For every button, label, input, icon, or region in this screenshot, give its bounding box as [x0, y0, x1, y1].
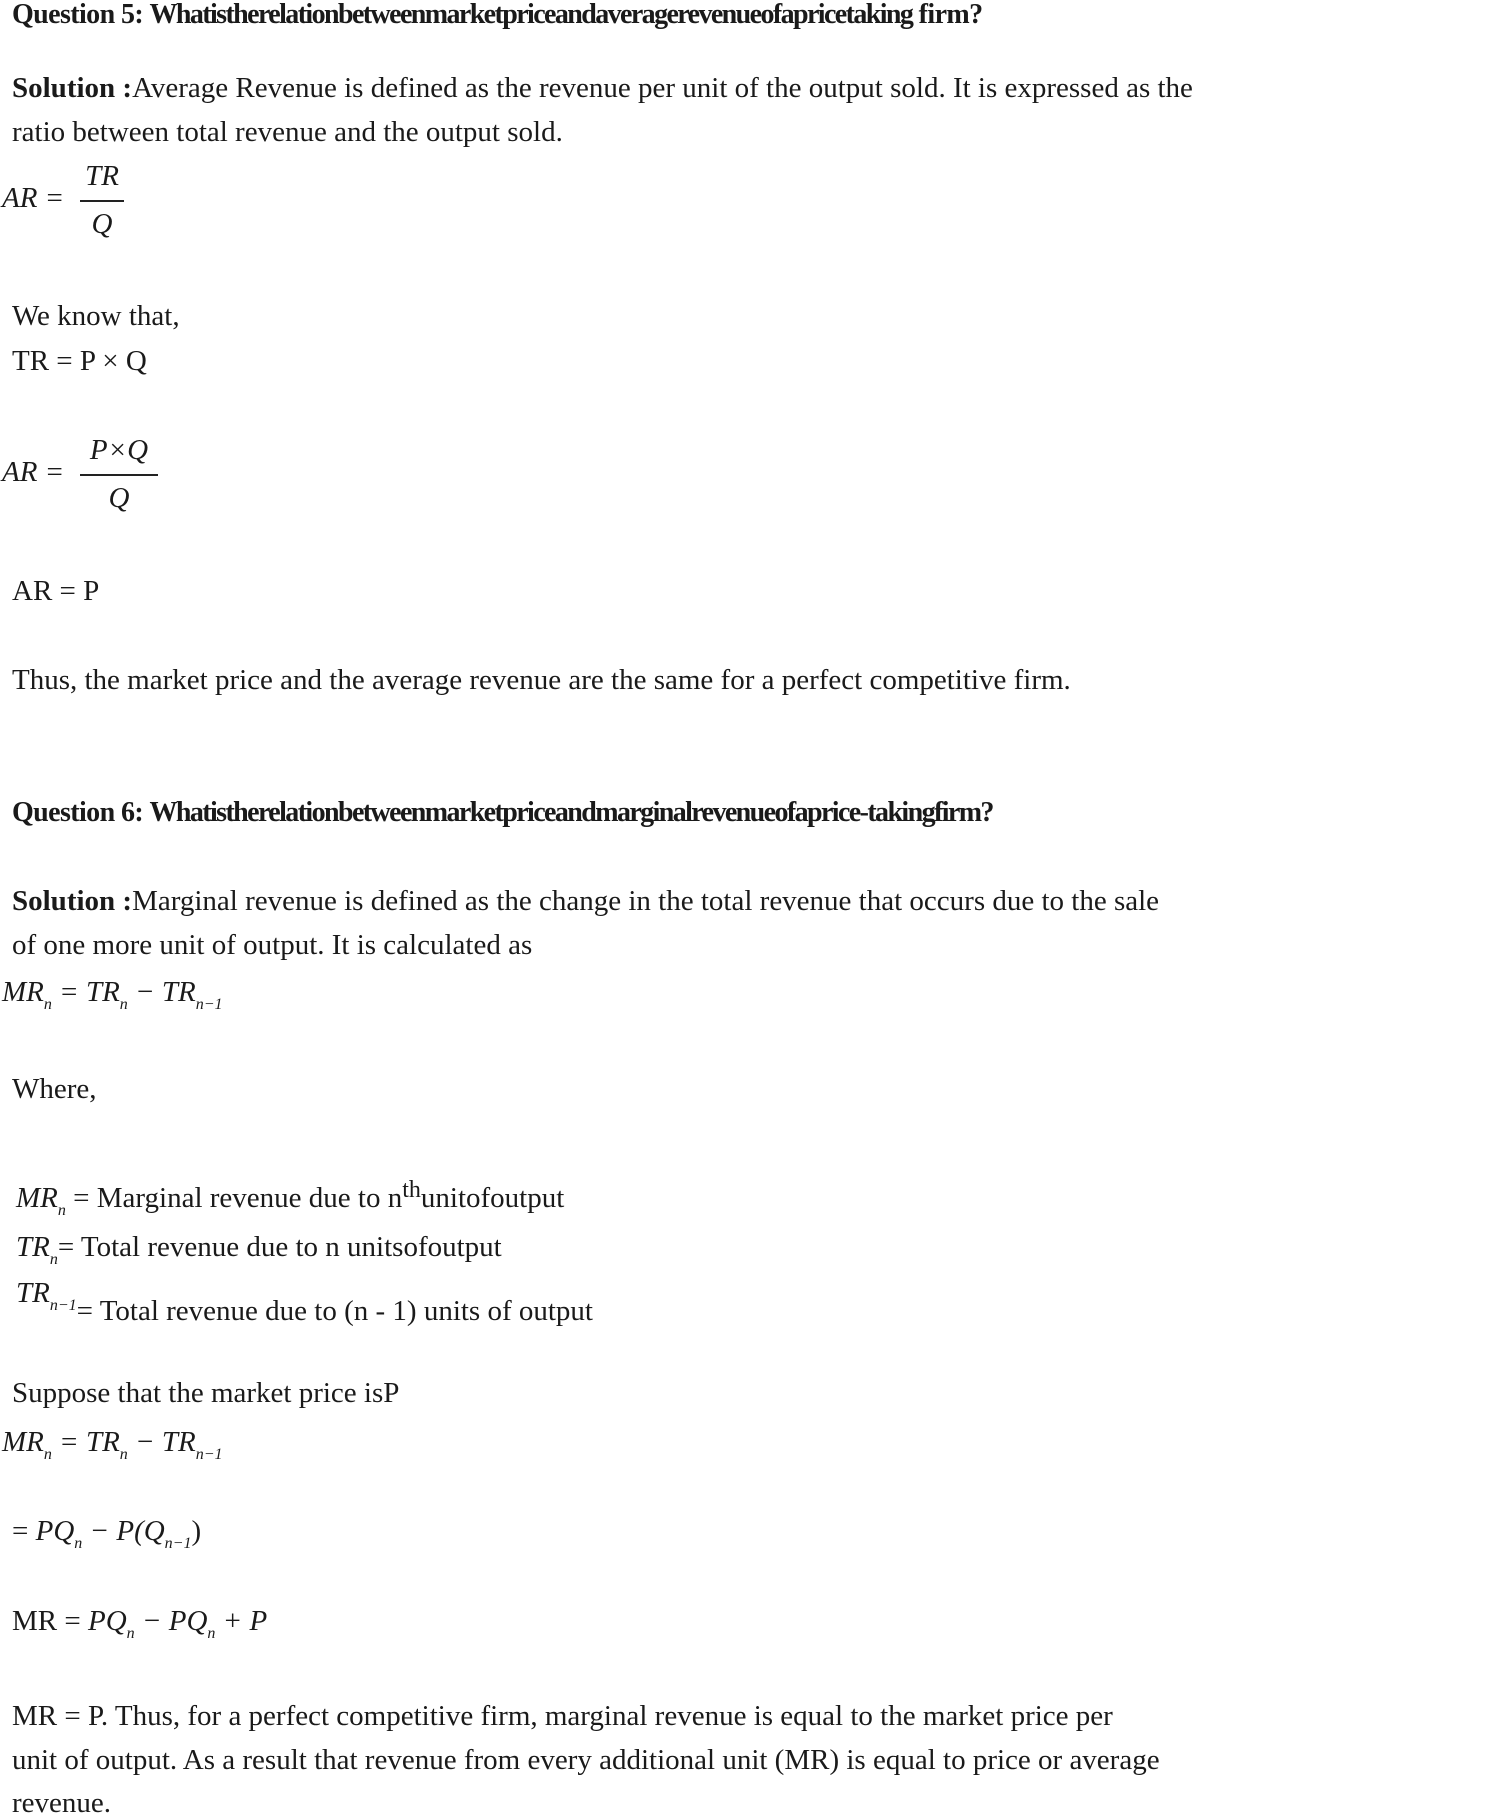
question-text: Whatistherelationbetweenmarketpriceandmarginalrevenueofaprice-takingfirm? — [149, 797, 993, 828]
q6-conclusion-line-2: unit of output. As a result that revenue from every additional unit (MR) is equal to price or average — [12, 1744, 1160, 1776]
question-text: Whatistherelationbetweenmarketpriceandaveragerevenueofapricetaking — [149, 0, 913, 30]
question-text-tail: firm? — [918, 0, 983, 30]
formula-denominator: Q — [108, 482, 130, 514]
where-text: Where, — [12, 1073, 97, 1105]
formula-denominator: Q — [91, 208, 113, 240]
we-know-text: We know that, — [12, 300, 180, 332]
solution-label: Solution : — [12, 885, 133, 917]
definition-mr: $MR_n$ = Marginal revenue due to $n^{th}unitofoutput$ — [16, 1177, 565, 1219]
ar-equals-p: AR = P — [12, 575, 100, 607]
q5-conclusion: Thus, the market price and the average revenue are the same for a perfect competitive firm. — [12, 664, 1071, 696]
step-2: = $PQ_n - P(Q_{n-1})$ — [12, 1515, 202, 1552]
step-3: MR = $PQ_n - PQ_n + P$ — [12, 1605, 268, 1642]
q6-solution-line-1 — [12, 884, 1159, 918]
mr-formula-2: $MR_n = TR_n - TR_{n-1}$ — [2, 1426, 223, 1463]
definition-trn-1: $TR_{n-1}=$ Total revenue due to (n - 1) units of output — [16, 1277, 593, 1327]
suppose-text: Suppose that the market price isP — [12, 1377, 400, 1409]
fraction-bar — [80, 474, 158, 476]
formula-lhs: AR = — [2, 182, 65, 214]
question-5-heading — [12, 0, 983, 32]
q5-solution-line-2: ratio between total revenue and the output sold. — [12, 116, 563, 148]
fraction-bar — [80, 200, 124, 202]
solution-text: Average Revenue is defined as the revenue per unit of the output sold. It is expressed as the — [132, 72, 1193, 104]
q6-conclusion-line-3: revenue. — [12, 1787, 112, 1819]
q5-solution-line-1 — [12, 71, 1193, 105]
solution-text: Marginal revenue is defined as the change in the total revenue that occurs due to the sale — [132, 885, 1160, 917]
q6-solution-line-2: of one more unit of output. It is calculated as — [12, 929, 533, 961]
tr-equation: TR = P × Q — [12, 345, 147, 377]
formula-numerator: P×Q — [89, 434, 149, 466]
definition-trn: $TR_n=$ Total revenue due to n unitsofoutput — [16, 1231, 502, 1268]
formula-lhs: AR = — [2, 456, 65, 488]
mr-formula: $MR_n = TR_n - TR_{n-1}$ — [2, 976, 223, 1013]
formula-numerator: TR — [85, 160, 119, 192]
question-label: Question 6: — [12, 797, 144, 828]
q6-conclusion-line-1: MR = P. Thus, for a perfect competitive firm, marginal revenue is equal to the market price per — [12, 1700, 1113, 1732]
solution-label: Solution : — [12, 72, 133, 104]
question-6-heading — [12, 796, 993, 830]
question-label: Question 5: — [12, 0, 144, 30]
